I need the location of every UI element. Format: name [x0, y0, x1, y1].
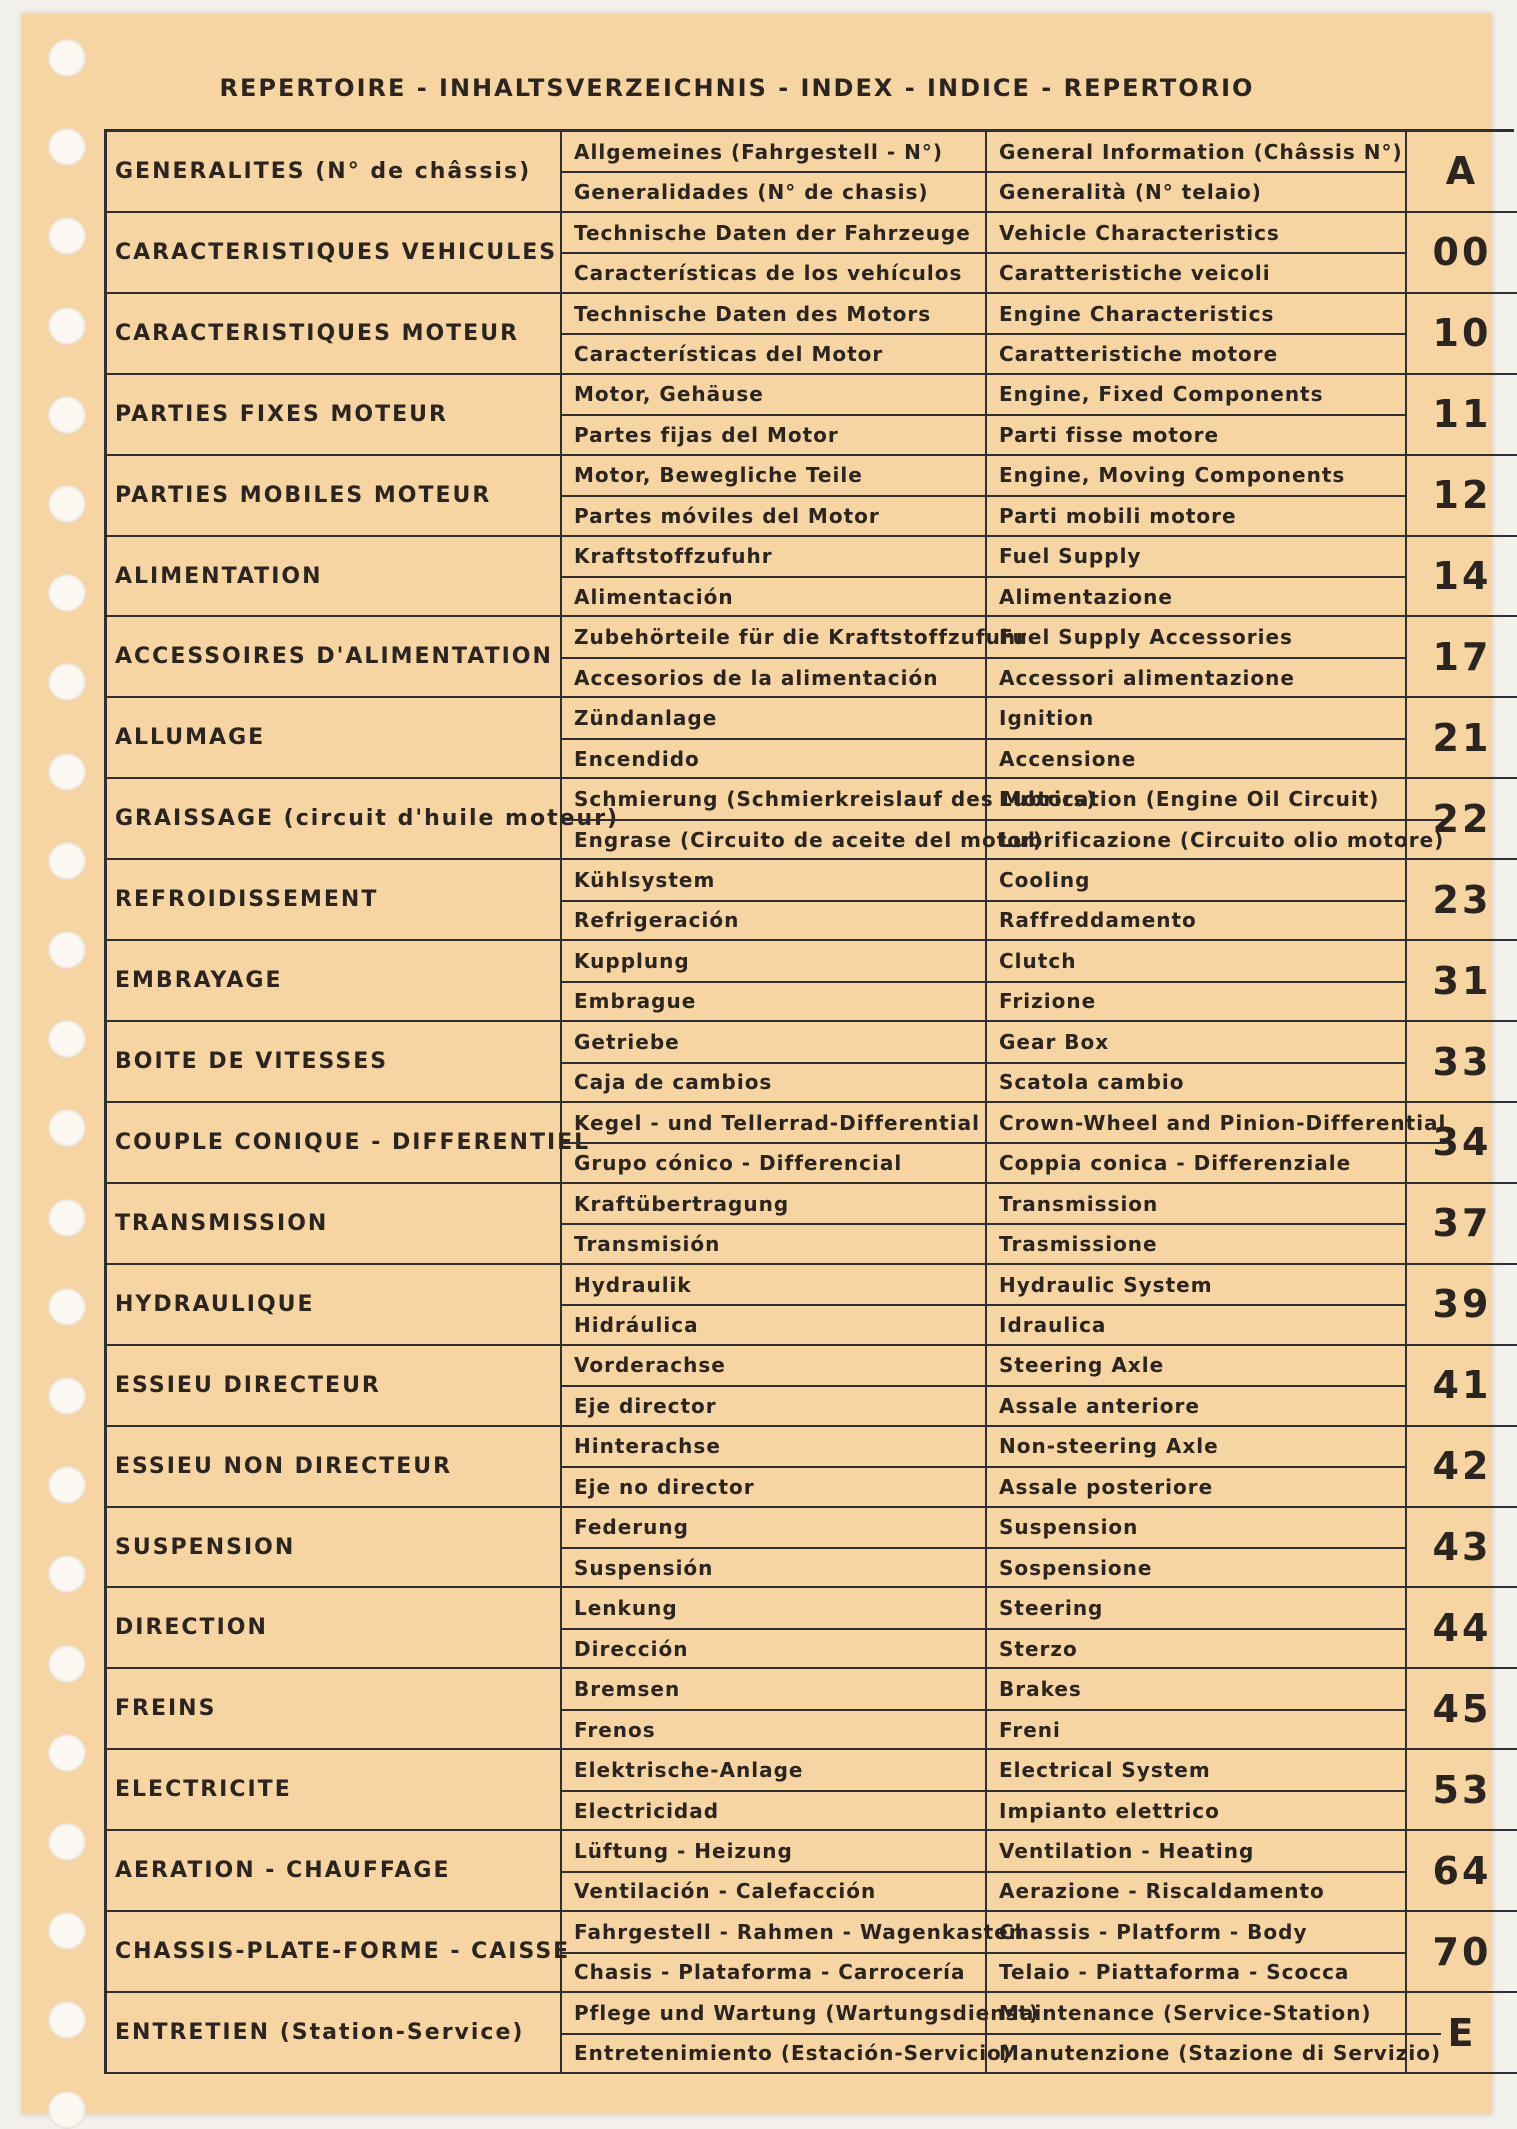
section-title-fr: HYDRAULIQUE — [107, 1265, 562, 1346]
section-code: 17 — [1407, 617, 1517, 698]
section-title-it: Scatola cambio — [987, 1062, 1405, 1101]
binder-hole — [48, 842, 86, 880]
section-code: 42 — [1407, 1427, 1517, 1508]
section-title-es: Encendido — [562, 738, 985, 777]
section-title-en: Cooling — [999, 867, 1091, 892]
section-code: E — [1407, 1993, 1517, 2074]
section-title-es: Características del Motor — [562, 333, 985, 372]
section-titles-de-es — [562, 779, 1097, 860]
section-title-de: Hinterachse — [574, 1434, 721, 1459]
section-title-it: Raffreddamento — [987, 900, 1405, 939]
section-titles-de-es — [562, 1346, 987, 1427]
binder-hole — [48, 485, 86, 523]
section-titles-en-it — [987, 941, 1407, 1022]
binder-hole — [48, 1555, 86, 1593]
section-title-en: Maintenance (Service-Station) — [999, 2000, 1372, 2025]
section-title-de: Bremsen — [574, 1677, 681, 1702]
section-title-it: Frizione — [987, 981, 1405, 1020]
section-code: 31 — [1407, 941, 1517, 1022]
section-title-fr: ENTRETIEN (Station-Service) — [107, 1993, 562, 2074]
section-title-en: Hydraulic System — [999, 1272, 1213, 1297]
section-title-es: Embrague — [562, 981, 985, 1020]
section-title-it: Assale anteriore — [987, 1385, 1405, 1424]
section-title-fr: ACCESSOIRES D'ALIMENTATION — [107, 617, 562, 698]
section-titles-de-es — [562, 375, 987, 456]
section-title-it: Parti mobili motore — [987, 495, 1405, 534]
section-title-en: Suspension — [999, 1515, 1139, 1540]
section-titles-de-es — [562, 1508, 987, 1589]
section-title-en: Brakes — [999, 1677, 1082, 1702]
section-title-fr: ELECTRICITE — [107, 1750, 562, 1831]
binder-hole — [48, 307, 86, 345]
section-title-en: Vehicle Characteristics — [999, 220, 1280, 245]
section-titles-de-es — [562, 1669, 987, 1750]
section-code: 43 — [1407, 1508, 1517, 1589]
section-title-it: Accensione — [987, 738, 1405, 777]
section-title-it: Alimentazione — [987, 576, 1405, 615]
section-title-es: Características de los vehículos — [562, 252, 985, 291]
section-title-it: Idraulica — [987, 1304, 1405, 1343]
section-title-en: Steering — [999, 1596, 1104, 1621]
section-title-fr: CARACTERISTIQUES VEHICULES — [107, 213, 562, 294]
section-title-de: Hydraulik — [574, 1272, 692, 1297]
section-title-de: Schmierung (Schmierkreislauf des Motors) — [574, 787, 1097, 812]
section-title-fr: BOITE DE VITESSES — [107, 1022, 562, 1103]
section-title-en: Ignition — [999, 706, 1095, 731]
section-title-en: Steering Axle — [999, 1353, 1165, 1378]
section-titles-en-it — [987, 1103, 1447, 1184]
section-title-en: General Information (Châssis N°) — [999, 139, 1403, 164]
section-title-de: Kegel - und Tellerrad-Differential — [574, 1110, 980, 1135]
section-title-fr: PARTIES MOBILES MOTEUR — [107, 456, 562, 537]
section-title-en: Chassis - Platform - Body — [999, 1919, 1308, 1944]
binder-hole — [48, 1377, 86, 1415]
section-titles-en-it — [987, 456, 1407, 537]
section-title-en: Fuel Supply Accessories — [999, 625, 1293, 650]
section-title-en: Ventilation - Heating — [999, 1838, 1255, 1863]
section-title-it: Aerazione - Riscaldamento — [987, 1871, 1405, 1910]
section-titles-en-it — [987, 860, 1407, 941]
section-titles-de-es — [562, 1750, 987, 1831]
section-title-de: Allgemeines (Fahrgestell - N°) — [574, 139, 943, 164]
section-title-it: Caratteristiche veicoli — [987, 252, 1405, 291]
section-titles-en-it — [987, 1346, 1407, 1427]
section-code: 11 — [1407, 375, 1517, 456]
section-title-de: Kupplung — [574, 948, 690, 973]
section-title-it: Lubrificazione (Circuito olio motore) — [987, 819, 1444, 858]
section-titles-en-it — [987, 1912, 1407, 1993]
section-title-it: Telaio - Piattaforma - Scocca — [987, 1952, 1405, 1991]
section-title-fr: ESSIEU DIRECTEUR — [107, 1346, 562, 1427]
section-titles-de-es — [562, 698, 987, 779]
section-titles-en-it — [987, 375, 1407, 456]
binder-hole — [48, 753, 86, 791]
section-title-it: Sospensione — [987, 1547, 1405, 1586]
section-titles-en-it — [987, 1508, 1407, 1589]
section-code: 33 — [1407, 1022, 1517, 1103]
section-title-en: Non-steering Axle — [999, 1434, 1219, 1459]
section-code: 23 — [1407, 860, 1517, 941]
section-title-it: Generalità (N° telaio) — [987, 171, 1405, 210]
section-title-es: Caja de cambios — [562, 1062, 985, 1101]
section-title-en: Crown-Wheel and Pinion-Differential — [999, 1110, 1447, 1135]
section-title-de: Technische Daten der Fahrzeuge — [574, 220, 971, 245]
binder-hole — [48, 1288, 86, 1326]
binder-hole — [48, 1645, 86, 1683]
section-title-fr: AERATION - CHAUFFAGE — [107, 1831, 562, 1912]
index-table — [104, 129, 1514, 2074]
section-code: 53 — [1407, 1750, 1517, 1831]
section-title-es: Grupo cónico - Differencial — [562, 1142, 985, 1181]
section-title-fr: COUPLE CONIQUE - DIFFERENTIEL — [107, 1103, 562, 1184]
section-title-en: Lubrication (Engine Oil Circuit) — [999, 787, 1380, 812]
section-code: 12 — [1407, 456, 1517, 537]
section-titles-de-es — [562, 1265, 987, 1346]
section-titles-en-it — [987, 779, 1445, 860]
section-code: 22 — [1407, 779, 1517, 860]
section-titles-en-it — [987, 698, 1407, 779]
section-title-de: Motor, Bewegliche Teile — [574, 463, 863, 488]
section-title-es: Transmisión — [562, 1223, 985, 1262]
section-titles-de-es — [562, 941, 987, 1022]
section-title-it: Parti fisse motore — [987, 414, 1405, 453]
section-titles-de-es — [562, 1831, 987, 1912]
section-titles-en-it — [987, 1184, 1407, 1265]
section-title-de: Motor, Gehäuse — [574, 382, 764, 407]
section-title-de: Lüftung - Heizung — [574, 1838, 793, 1863]
section-code: 39 — [1407, 1265, 1517, 1346]
section-title-es: Electricidad — [562, 1790, 985, 1829]
section-title-de: Lenkung — [574, 1596, 678, 1621]
section-title-de: Kraftübertragung — [574, 1191, 790, 1216]
section-titles-de-es — [562, 617, 1027, 698]
section-title-it: Impianto elettrico — [987, 1790, 1405, 1829]
section-title-it: Sterzo — [987, 1628, 1405, 1667]
binder-hole — [48, 217, 86, 255]
section-title-es: Eje no director — [562, 1466, 985, 1505]
binder-hole — [48, 931, 86, 969]
binder-hole — [48, 574, 86, 612]
section-title-es: Alimentación — [562, 576, 985, 615]
section-code: A — [1407, 132, 1517, 213]
section-title-it: Manutenzione (Stazione di Servizio) — [987, 2033, 1441, 2072]
section-title-fr: FREINS — [107, 1669, 562, 1750]
section-titles-en-it — [987, 537, 1407, 618]
index-page — [22, 14, 1492, 2114]
section-title-fr: GRAISSAGE (circuit d'huile moteur) — [107, 779, 562, 860]
binder-hole — [48, 1734, 86, 1772]
section-title-it: Freni — [987, 1709, 1405, 1748]
binder-hole — [48, 1020, 86, 1058]
binder-hole — [48, 396, 86, 434]
section-titles-en-it — [987, 213, 1407, 294]
section-title-it: Accessori alimentazione — [987, 657, 1405, 696]
section-code: 45 — [1407, 1669, 1517, 1750]
section-titles-de-es — [562, 294, 987, 375]
section-title-es: Entretenimiento (Estación-Servicio) — [562, 2033, 1039, 2072]
binder-hole — [48, 663, 86, 701]
section-title-fr: GENERALITES (N° de châssis) — [107, 132, 562, 213]
section-titles-de-es — [562, 132, 987, 213]
section-title-es: Partes móviles del Motor — [562, 495, 985, 534]
section-title-es: Partes fijas del Motor — [562, 414, 985, 453]
binder-hole — [48, 1823, 86, 1861]
section-title-es: Refrigeración — [562, 900, 985, 939]
section-title-es: Generalidades (N° de chasis) — [562, 171, 985, 210]
section-code: 64 — [1407, 1831, 1517, 1912]
binder-hole — [48, 2001, 86, 2039]
binder-hole — [48, 1199, 86, 1237]
section-title-fr: SUSPENSION — [107, 1508, 562, 1589]
section-titles-de-es — [562, 213, 987, 294]
section-titles-en-it — [987, 1669, 1407, 1750]
section-title-fr: ALLUMAGE — [107, 698, 562, 779]
section-titles-de-es — [562, 1993, 1040, 2074]
section-titles-en-it — [987, 1588, 1407, 1669]
section-title-en: Engine Characteristics — [999, 301, 1275, 326]
binder-hole — [48, 2091, 86, 2129]
section-title-es: Ventilación - Calefacción — [562, 1871, 985, 1910]
section-titles-en-it — [987, 1022, 1407, 1103]
section-title-de: Pflege und Wartung (Wartungsdienst) — [574, 2000, 1040, 2025]
section-code: 34 — [1407, 1103, 1517, 1184]
section-title-es: Chasis - Plataforma - Carrocería — [562, 1952, 1024, 1991]
section-title-de: Getriebe — [574, 1029, 680, 1054]
section-titles-en-it — [987, 1831, 1407, 1912]
section-titles-de-es — [562, 537, 987, 618]
section-titles-de-es — [562, 1427, 987, 1508]
section-code: 10 — [1407, 294, 1517, 375]
section-title-it: Trasmissione — [987, 1223, 1405, 1262]
section-titles-en-it — [987, 1993, 1442, 2074]
section-title-it: Coppia conica - Differenziale — [987, 1142, 1446, 1181]
section-code: 41 — [1407, 1346, 1517, 1427]
section-title-en: Clutch — [999, 948, 1077, 973]
section-title-de: Kühlsystem — [574, 867, 716, 892]
section-title-es: Engrase (Circuito de aceite del motor) — [562, 819, 1096, 858]
section-titles-en-it — [987, 132, 1407, 213]
section-titles-de-es — [562, 1103, 987, 1184]
section-title-fr: CHASSIS-PLATE-FORME - CAISSE — [107, 1912, 562, 1993]
section-title-de: Technische Daten des Motors — [574, 301, 932, 326]
section-title-it: Assale posteriore — [987, 1466, 1405, 1505]
section-titles-de-es — [562, 456, 987, 537]
section-titles-de-es — [562, 1184, 987, 1265]
section-titles-en-it — [987, 1427, 1407, 1508]
section-titles-de-es — [562, 860, 987, 941]
section-title-en: Fuel Supply — [999, 544, 1142, 569]
section-code: 44 — [1407, 1588, 1517, 1669]
binder-hole — [48, 1912, 86, 1950]
section-title-de: Kraftstoffzufuhr — [574, 544, 773, 569]
section-titles-de-es — [562, 1022, 987, 1103]
binder-hole — [48, 1466, 86, 1504]
section-title-fr: ESSIEU NON DIRECTEUR — [107, 1427, 562, 1508]
section-title-es: Accesorios de la alimentación — [562, 657, 1027, 696]
section-title-es: Suspensión — [562, 1547, 985, 1586]
section-title-de: Elektrische-Anlage — [574, 1758, 804, 1783]
section-title-fr: REFROIDISSEMENT — [107, 860, 562, 941]
section-title-es: Dirección — [562, 1628, 985, 1667]
section-title-de: Zündanlage — [574, 706, 718, 731]
section-title-es: Eje director — [562, 1385, 985, 1424]
section-title-de: Federung — [574, 1515, 689, 1540]
section-title-fr: EMBRAYAGE — [107, 941, 562, 1022]
binder-hole — [48, 39, 86, 77]
section-title-de: Zubehörteile für die Kraftstoffzufuhr — [574, 625, 1027, 650]
page-title: REPERTOIRE - INHALTSVERZEICHNIS - INDEX - INDICE - REPERTORIO — [219, 74, 1255, 102]
section-title-it: Caratteristiche motore — [987, 333, 1405, 372]
section-code: 37 — [1407, 1184, 1517, 1265]
section-titles-de-es — [562, 1588, 987, 1669]
section-title-en: Electrical System — [999, 1758, 1211, 1783]
section-titles-en-it — [987, 1265, 1407, 1346]
binder-hole — [48, 1109, 86, 1147]
section-code: 00 — [1407, 213, 1517, 294]
section-title-fr: TRANSMISSION — [107, 1184, 562, 1265]
section-title-de: Vorderachse — [574, 1353, 726, 1378]
section-title-en: Gear Box — [999, 1029, 1110, 1054]
section-titles-en-it — [987, 617, 1407, 698]
section-title-fr: CARACTERISTIQUES MOTEUR — [107, 294, 562, 375]
section-titles-en-it — [987, 294, 1407, 375]
binder-hole — [48, 128, 86, 166]
section-title-es: Frenos — [562, 1709, 985, 1748]
section-code: 14 — [1407, 537, 1517, 618]
section-code: 21 — [1407, 698, 1517, 779]
section-titles-en-it — [987, 1750, 1407, 1831]
section-code: 70 — [1407, 1912, 1517, 1993]
section-title-es: Hidráulica — [562, 1304, 985, 1343]
section-title-fr: ALIMENTATION — [107, 537, 562, 618]
section-title-fr: PARTIES FIXES MOTEUR — [107, 375, 562, 456]
section-title-en: Engine, Fixed Components — [999, 382, 1324, 407]
section-title-en: Engine, Moving Components — [999, 463, 1346, 488]
section-title-fr: DIRECTION — [107, 1588, 562, 1669]
section-title-de: Fahrgestell - Rahmen - Wagenkasten — [574, 1919, 1024, 1944]
section-title-en: Transmission — [999, 1191, 1159, 1216]
section-titles-de-es — [562, 1912, 1024, 1993]
